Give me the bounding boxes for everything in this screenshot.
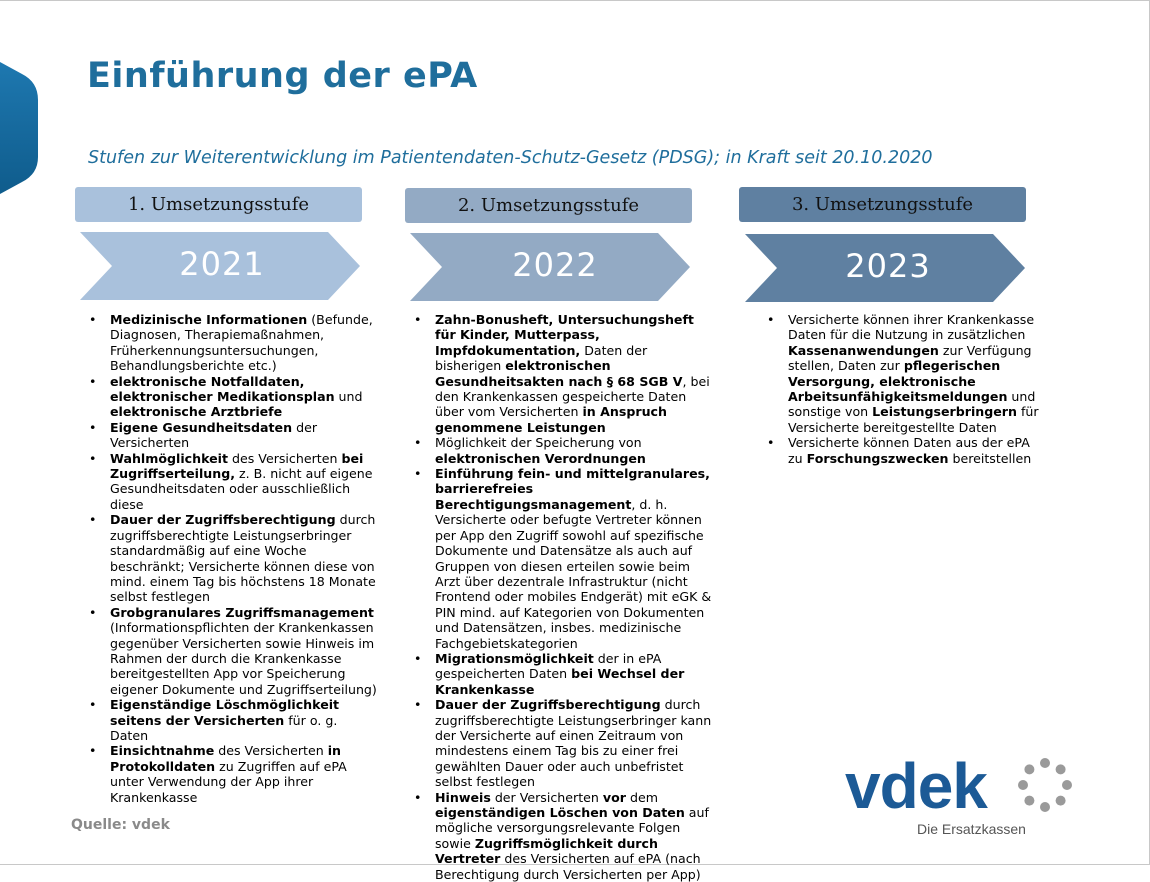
feature-text-bold: in Protokolldaten [110, 743, 341, 774]
feature-list-item [87, 451, 377, 513]
feature-text-bold: Wahlmöglichkeit [110, 450, 228, 466]
feature-text: zu Zugriffen auf ePA unter Verwendung der App ihrer Krankenkasse [110, 758, 347, 805]
feature-text: des Versicherten auf ePA (nach Berechtigung durch Versicherten per App) [435, 851, 701, 882]
slide-subtitle: Stufen zur Weiterentwicklung im Patientendaten-Schutz-Gesetz (PDSG); in Kraft seit 20.10.2020 [88, 148, 933, 168]
feature-text-bold: Eigene Gesundheitsdaten [110, 419, 293, 435]
feature-list-item [412, 651, 712, 697]
feature-text-bold: elektronische Notfalldaten, elektronischer Medikationsplan [110, 373, 335, 405]
feature-text-bold: Grobgranulares Zugriffsmanagement [110, 604, 374, 620]
stage-2-label: 2. Umsetzungsstufe [405, 188, 692, 223]
feature-list-item [87, 420, 377, 451]
feature-text-bold: Medizinische Informationen [110, 312, 308, 327]
feature-text: des Versicherten [228, 450, 342, 466]
feature-list-item [87, 374, 377, 420]
feature-list-item [87, 697, 377, 743]
feature-text: (Informationspflichten der Krankenkassen gegenüber Versicherten sowie Hinweis im Rahmen der durch die Krankenkasse bereitgestellten App vor Speicherung eigener Dokumente und Zugriffserteilung) [110, 620, 377, 697]
stage-2-features [412, 312, 712, 882]
feature-text-bold: Zahn-Bonusheft, Untersuchungsheft für Kinder, Mutterpass, Impfdokumentation, [435, 312, 694, 358]
feature-text-bold: Kassenanwendungen [788, 342, 939, 358]
feature-text: , bei den Krankenkassen gespeicherte Daten über vom Versicherten [435, 373, 710, 420]
feature-list-item [412, 466, 712, 651]
feature-text: der Versicherten [490, 789, 603, 805]
feature-text: Versicherte können Daten aus der ePA zu [788, 435, 1030, 466]
logo-tagline: Die Ersatzkassen [917, 821, 1026, 837]
vdek-gear-icon [1017, 757, 1073, 813]
slide-border-top [0, 0, 1150, 1]
decorative-side-shape [0, 62, 40, 197]
feature-text-bold: bei Zugriffserteilung, [110, 450, 364, 482]
feature-text: des Versicherten [214, 743, 328, 759]
feature-text: zur Verfügung stellen, Daten zur [788, 342, 1032, 374]
feature-text-bold: elektronischen Gesundheitsakten nach § 68 SGB V [435, 358, 683, 389]
feature-text: für o. g. Daten [110, 712, 338, 743]
stage-1-label: 1. Umsetzungsstufe [75, 187, 362, 222]
feature-text: und [334, 389, 363, 405]
feature-text-bold: Migrationsmöglichkeit [435, 650, 594, 666]
feature-text-bold: Dauer der Zugriffsberechtigung [110, 512, 336, 528]
feature-list-item [412, 435, 712, 466]
feature-text: dem [625, 789, 658, 805]
logo-wordmark: vdek [845, 750, 987, 822]
feature-text-bold: Dauer der Zugriffsberechtigung [435, 697, 661, 713]
feature-text: Versicherte können ihrer Krankenkasse Daten für die Nutzung in zusätzlichen [788, 312, 1035, 343]
feature-text: für Versicherte bereitgestellte Daten [788, 404, 1039, 435]
feature-text-bold: bei Wechsel der Krankenkasse [435, 666, 685, 697]
feature-text-bold: vor [602, 789, 626, 805]
feature-text-bold: Forschungszwecken [806, 450, 949, 466]
feature-text: und sonstige von [788, 389, 1036, 420]
stage-1-features [87, 312, 377, 805]
feature-text-bold: pflegerischen Versorgung, elektronische Arbeitsunfähigkeitsmeldungen [788, 358, 1008, 405]
feature-text: Daten der bisherigen [435, 342, 648, 374]
feature-text-bold: Eigenständige Löschmöglichkeit seitens der Versicherten [110, 697, 340, 728]
feature-text: der Versicherten [110, 419, 318, 451]
stage-3-features [765, 312, 1040, 466]
feature-list-item [412, 697, 712, 789]
feature-list-item [87, 605, 377, 697]
source-note: Quelle: vdek [71, 817, 170, 833]
feature-text-bold: eigenständigen Löschen von Daten [435, 805, 685, 820]
feature-list-item [765, 435, 1040, 466]
feature-text: der in ePA gespeicherten Daten [435, 650, 662, 682]
vdek-logo [845, 750, 1035, 842]
feature-list-item [412, 790, 712, 882]
stage-3-label: 3. Umsetzungsstufe [739, 187, 1026, 222]
feature-text-bold: in Anspruch genommene Leistungen [435, 404, 667, 435]
feature-text-bold: Einführung fein- und mittelgranulares, barrierefreies Berechtigungsmanagement [435, 466, 710, 512]
feature-text: bereitstellen [948, 450, 1032, 466]
feature-list-item [87, 312, 377, 374]
stage-2-year: 2022 [512, 246, 598, 284]
feature-text: , d. h. Versicherte oder befugte Vertreter können per App den Zugriff sowohl auf spezifische Dokumente und Datensätze als auch auf Gruppen von diesen erteilen sowie beim Arzt über dezentrale Infrastruktur (nicht Frontend oder mobiles Endgerät) mit eGK & PIN mind. auf Kategorien von Dokumenten und Datensätzen, insbes. medizinische Fachgebietskategorien [435, 496, 712, 651]
stage-3-year: 2023 [845, 247, 931, 285]
feature-text: z. B. nicht auf eigene Gesundheitsdaten oder ausschließlich diese [110, 466, 373, 512]
feature-list-item [87, 512, 377, 604]
feature-text-bold: Zugriffsmöglichkeit durch Vertreter [435, 835, 658, 867]
stage-1-year: 2021 [179, 245, 265, 283]
feature-text-bold: Einsichtnahme [110, 743, 215, 759]
feature-text-bold: Leistungserbringern [872, 404, 1017, 420]
feature-text: (Befunde, Diagnosen, Therapiemaßnahmen, Früherkennungsuntersuchungen, Behandlungsberichte etc.) [110, 312, 373, 374]
feature-text: durch zugriffsberechtigte Leistungserbringer kann der Versicherte auf einen Zeitraum von mindestens einem Tag bis zu einer frei gewählten Dauer oder auch unbefristet selbst festlegen [435, 697, 712, 790]
feature-text-bold: Hinweis [435, 789, 491, 805]
feature-text: durch zugriffsberechtigte Leistungserbringer standardmäßig auf eine Woche beschränkt; Versicherte können diese von mind. einem Tag bis höchstens 18 Monate selbst festlegen [110, 512, 376, 605]
feature-text: auf mögliche versorgungsrelevante Folgen sowie [435, 805, 709, 851]
feature-list-item [765, 312, 1040, 435]
feature-text-bold: elektronische Arztbriefe [110, 404, 283, 420]
feature-list-item [87, 743, 377, 805]
slide-title: Einführung der ePA [87, 56, 478, 96]
feature-text-bold: elektronischen Verordnungen [435, 450, 646, 466]
feature-list-item [412, 312, 712, 435]
feature-text: Möglichkeit der Speicherung von [435, 435, 642, 451]
